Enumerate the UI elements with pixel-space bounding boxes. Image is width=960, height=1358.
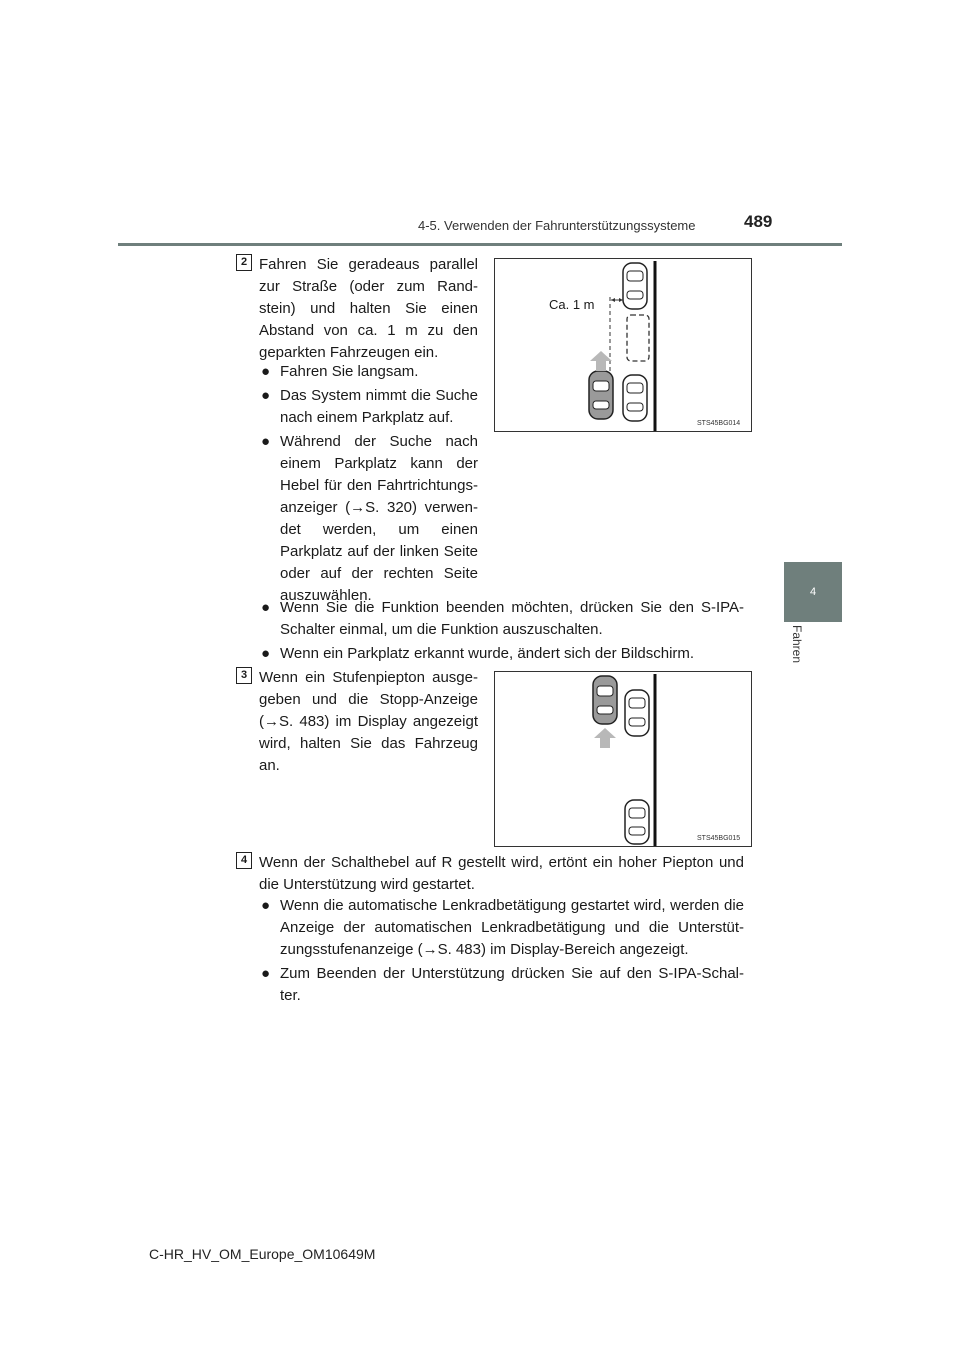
bullet-text: Das System nimmt die Suche nach einem Parkplatz auf. — [280, 387, 478, 426]
stop-position-diagram — [495, 672, 751, 846]
figure-code: STS45BG014 — [697, 420, 741, 427]
page-number: 489 — [744, 212, 773, 231]
chapter-label: Fahren — [790, 625, 804, 664]
parked-car-icon — [623, 263, 647, 309]
step-2-badge: 2 — [236, 254, 252, 271]
step-2-bullet-2 — [261, 385, 478, 429]
step-4-bullet-1 — [261, 895, 744, 961]
bullet-icon: ● — [261, 645, 271, 662]
bullet-icon: ● — [261, 897, 271, 914]
header-divider — [118, 243, 842, 246]
step-2-text: Fahren Sie geradeaus parallel zur Straße (oder zum Rand-stein) und halten Sie einen Abstand von ca. 1 m zu den geparkten Fahrzeugen ein. — [259, 256, 478, 361]
bullet-text: Wenn ein Parkplatz erkannt wurde, ändert sich der Bildschirm. — [280, 645, 695, 662]
figure-parallel-driving — [494, 258, 752, 432]
parallel-driving-diagram — [495, 259, 751, 431]
parked-car-icon — [625, 690, 649, 736]
bullet-icon: ● — [261, 387, 271, 404]
up-arrow-icon — [594, 728, 616, 748]
step-2-bullet-3 — [261, 431, 478, 607]
bullet-icon: ● — [261, 433, 271, 450]
bullet-text: Wenn Sie die Funktion beenden möchten, drücken Sie den S-IPA-Schalter einmal, um die Funktion auszuschalten. — [280, 599, 744, 638]
parked-car-icon — [623, 375, 647, 421]
step-3-badge: 3 — [236, 667, 252, 684]
bullet-text: Wenn die automatische Lenkradbetätigung gestartet wird, werden die Anzeige der automatischen Lenkradbetätigung und die Unterstüt-zungsstufenanzeige (→S. 483) im Display-Bereich angezeigt. — [280, 897, 744, 958]
bullet-text: Zum Beenden der Unterstützung drücken Sie auf den S-IPA-Schal-ter. — [280, 965, 744, 1004]
step-3-text: Wenn ein Stufenpiepton ausge-geben und die Stopp-Anzeige (→S. 483) im Display angezeigt wird, halten Sie das Fahrzeug an. — [259, 669, 478, 774]
empty-parking-space — [627, 315, 649, 361]
ego-car-icon — [593, 676, 617, 724]
chapter-tab[interactable]: 4 — [784, 562, 842, 622]
bullet-icon: ● — [261, 965, 271, 982]
step-4-bullet-2 — [261, 963, 744, 1007]
bullet-text: Während der Suche nach einem Parkplatz kann der Hebel für den Fahrtrichtungs-anzeiger (→S. 320) verwen-det werden, um einen Parkplatz auf der linken Seite oder auf der rechten Seite auszuwählen. — [280, 433, 478, 604]
bullet-icon: ● — [261, 599, 271, 616]
section-title: 4-5. Verwenden der Fahrunterstützungssysteme — [418, 218, 696, 233]
ego-car-icon — [589, 371, 613, 419]
bullet-text: Fahren Sie langsam. — [280, 363, 419, 380]
parked-car-icon — [625, 800, 649, 844]
document-id: C-HR_HV_OM_Europe_OM10649M — [149, 1246, 376, 1262]
step-2-bullet-4 — [261, 597, 744, 641]
figure-code: STS45BG015 — [697, 835, 741, 842]
bullet-icon: ● — [261, 363, 271, 380]
distance-label: Ca. 1 m — [549, 297, 595, 312]
step-2-bullet-5 — [261, 643, 744, 665]
figure-stop-position — [494, 671, 752, 847]
step-2-bullet-1 — [261, 361, 478, 383]
step-4-text: Wenn der Schalthebel auf R gestellt wird, ertönt ein hoher Piepton und die Unterstützung wird gestartet. — [259, 854, 744, 893]
step-4-badge: 4 — [236, 852, 252, 869]
up-arrow-icon — [590, 351, 612, 371]
